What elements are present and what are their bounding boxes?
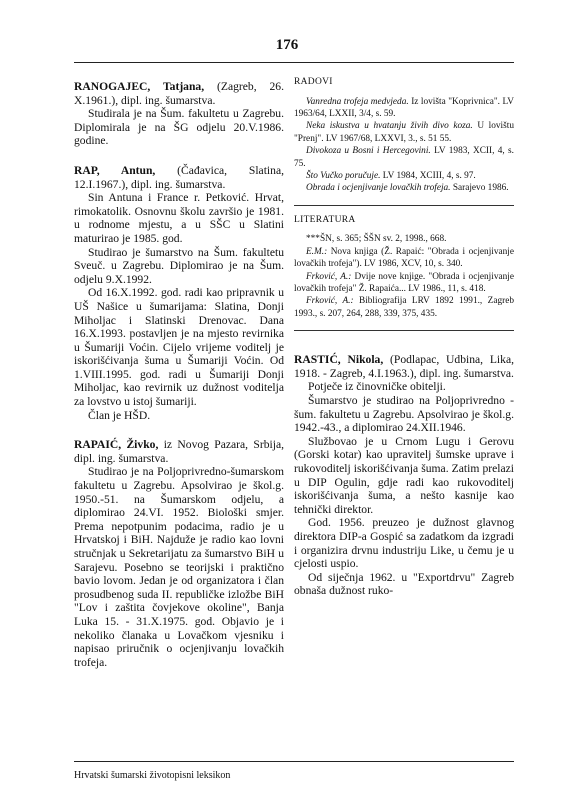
footer-rule xyxy=(74,761,514,762)
work-item xyxy=(294,145,514,170)
entry-paragraph: Studirala je na Šum. fakultetu u Zagrebu. Diplomirala je na ŠG odjelu 20.V.1986. godine. xyxy=(74,107,284,148)
entry-name: RASTIĆ, Nikola, xyxy=(294,353,384,367)
work-title: Vanredna trofeja medvjeda. xyxy=(306,96,409,107)
reference-item xyxy=(294,295,514,320)
literatura-heading: LITERATURA xyxy=(294,214,356,225)
entry-intro: (Zagreb, 26. X.1961.), dipl. ing. šumarstva. xyxy=(74,80,284,107)
entry-ranogajec xyxy=(74,80,284,148)
reference-lead: Frković, A.: xyxy=(306,296,354,307)
entry-name: RAP, Antun, xyxy=(74,163,156,177)
work-title: Neka iskustva u hvatanju živih divo koza. xyxy=(306,121,473,132)
work-details: LV 1984, XCIII, 4, s. 97. xyxy=(380,171,476,182)
work-title: Što Vučko poručuje. xyxy=(306,171,381,182)
literatura-list xyxy=(294,233,514,320)
entry-intro: (Čađavica, Slatina, 12.I.1967.), dipl. ing. šumarstva. xyxy=(74,163,284,191)
entry-paragraph: Od 16.X.1992. god. radi kao pripravnik u UŠ Našice u šumarijama: Slatina, Donji Miholjac i Slatinski Drenovac. Dana 16.X.1993. postavljen je na mjesto revirnika u Šumariji Voćin. Cijelo vrijeme voditelj je iskorišćivanja šuma u Šumariji Voćin. Od 1.VIII.1995. god. radi u Šumariji Donji Miholjac, kao revirnik uz dužnost voditelja za lovstvo u istoj šumariji. xyxy=(74,286,284,409)
entry-paragraph: God. 1956. preuzeo je dužnost glavnog direktora DIP-a Gospić sa zadatkom da izgradi i organizira drvnu industriju Like, u čemu je u cjelosti uspio. xyxy=(294,516,514,571)
entry-paragraph: Službovao je u Crnom Lugu i Gerovu (Gorski kotar) kao upravitelj šumske uprave i rukovoditelj iskorišćivanja šuma. Zatim prelazi u DIP Ogulin, gdje radi kao rukovoditelj iskorišćivanja šuma, a nešto kasnije kao tehnički direktor. xyxy=(294,434,514,516)
entry-intro: iz Novog Pazara, Srbija, dipl. ing. šumarstva. xyxy=(74,438,285,465)
radovi-list xyxy=(294,96,514,195)
footer-title: Hrvatski šumarski životopisni leksikon xyxy=(74,770,231,781)
reference-details: Dvije nove knjige. "Obrada i ocjenjivanje lovačkih trofeja" Ž. Rapaića... LV 1986., 11, s. 418. xyxy=(294,271,514,295)
reference-details: Nova knjiga (Ž. Rapaić: "Obrada i ocjenjivanje lovačkih trofeja"). LV 1986, XCV, 10, s. 340. xyxy=(294,246,514,270)
work-details: Sarajevo 1986. xyxy=(450,183,509,194)
header-rule xyxy=(74,62,514,63)
entry-rastic xyxy=(294,353,514,598)
radovi-heading: RADOVI xyxy=(294,77,333,87)
reference-item xyxy=(294,233,514,245)
entry-rapaic xyxy=(74,438,284,669)
reference-details: Bibliografija LRV 1892 1991., Zagreb 1993., s. 207, 264, 288, 339, 375, 435. xyxy=(294,296,514,319)
work-item xyxy=(294,120,514,145)
reference-item xyxy=(294,271,514,296)
work-title: Divokoza u Bosni i Hercegovini. xyxy=(306,146,431,157)
reference-item xyxy=(294,246,514,271)
work-title: Obrada i ocjenjivanje lovačkih trofeja. xyxy=(306,183,451,194)
entry-paragraph: Član je HŠD. xyxy=(88,408,151,422)
work-details: U lovištu "Prenj". LV 1967/68, LXXVI, 3., s. 51 55. xyxy=(294,121,514,144)
entry-rap xyxy=(74,164,284,422)
page-number: 176 xyxy=(275,37,299,53)
entry-paragraph: Sin Antuna i France r. Petković. Hrvat, rimokatolik. Osnovnu školu završio je 1981. u rodnome mjestu, a u SŠC u Slatini maturirao je 1985. god. xyxy=(74,191,284,245)
work-details: Iz lovišta "Koprivnica". LV 1963/64, LXXII, 3/4, s. 59. xyxy=(294,96,514,119)
right-column xyxy=(294,72,514,614)
reference-lead: E.M.: xyxy=(306,246,328,257)
left-column xyxy=(74,80,284,685)
entry-paragraph: Studirao je šumarstvo na Šum. fakultetu Sveuč. u Zagrebu. Diplomirao je na Šum. odjelu 9.X.1992. xyxy=(74,245,284,286)
entry-paragraph: Studirao je na Poljoprivredno-šumarskom fakultetu u Zagrebu. Apsolvirao je škol.g. 1950.-51. na Šumarskom odjelu, a diplomirao 24.VI. 1952. Biološki smjer. Prema nepotpunim podacima, radio je u Hrvatskoj i BiH. Najduže je radio kao lovni stručnjak u Sekretarijatu za šumarstvo BiH u Sarajevu. Posebno se teorijski i praktično bavio lovom. Jedan je od organizatora i član prosudbenog suda II. republičke izložbe BiH "Lov i zaštita čovjekove okoline", Banja Luka 15. - 31.X.1975. god. Objavio je i nekoliko članaka u Lovačkom vjesniku i napisao priručnik o ocjenjivanju lovačkih trofeja. xyxy=(74,465,284,669)
entry-name: RANOGAJEC, Tatjana, xyxy=(74,80,205,93)
entry-paragraph: Od siječnja 1962. u "Exportdrvu" Zagreb obnaša dužnost ruko- xyxy=(294,570,514,598)
work-item xyxy=(294,96,514,121)
section-divider xyxy=(294,330,514,331)
entry-name: RAPAIĆ, Živko, xyxy=(74,438,159,452)
reference-lead: Frković, A.: xyxy=(306,271,352,282)
section-divider xyxy=(294,205,514,206)
entry-paragraph: Potječe iz činovničke obitelji. xyxy=(308,380,446,394)
entry-paragraph: Šumarstvo je studirao na Poljoprivredno - šum. fakultetu u Zagrebu. Apsolvirao je škol.g. 1942.-43., a diplomirao 24.XII.1946. xyxy=(294,394,514,435)
reference-lead: ***ŠN, s. 365; ŠŠN sv. 2, 1998., 668. xyxy=(306,234,447,245)
entry-intro: (Podlapac, Udbina, Lika, 1918. - Zagreb, 4.I.1963.), dipl. ing. šumarstva. xyxy=(294,353,514,380)
work-item xyxy=(294,182,514,194)
work-details: LV 1983, XCII, 4, s. 75. xyxy=(294,146,514,169)
work-item xyxy=(294,170,514,182)
